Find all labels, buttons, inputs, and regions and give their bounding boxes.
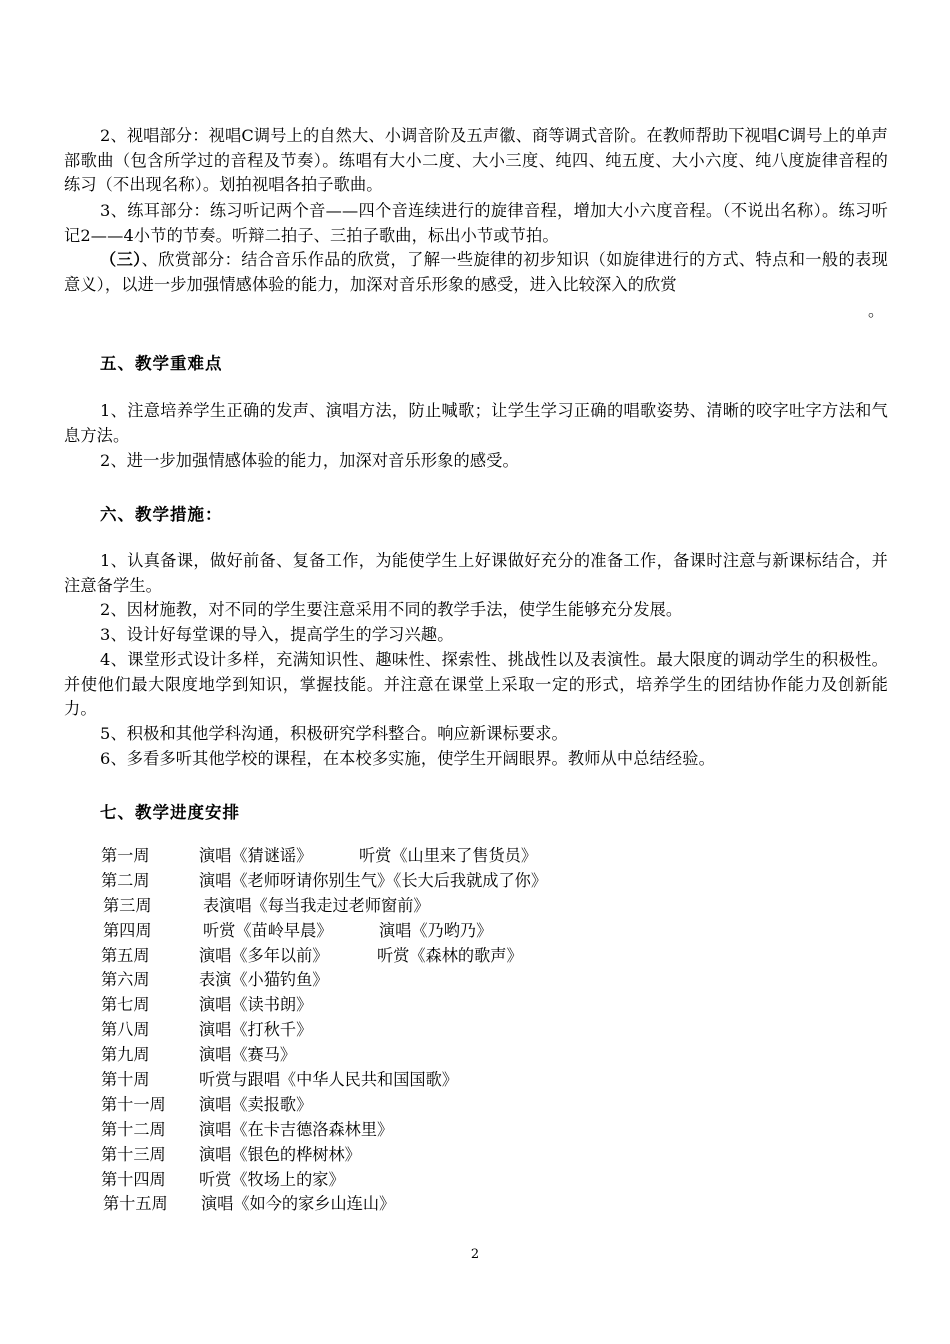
section6-heading: 六、教学措施： [100,505,223,524]
schedule-row [101,1143,801,1168]
week-label: 第二周 [101,870,150,890]
week-label: 第十五周 [103,1194,168,1214]
section6-item-6: 6、多看多听其他学校的课程，在本校多实施，使学生开阔眼界。教师从中总结经验。 [100,749,715,768]
paragraph-appreciation-text: 、欣赏部分：结合音乐作品的欣赏，了解一些旋律的初步知识（如旋律进行的方式、特点和一般的表现意义），以进一步加强情感体验的能力，加深对音乐形象的感受，进入比较深入的欣赏 [64,250,888,294]
schedule-row [101,1043,801,1068]
schedule-row [101,919,801,944]
week-activity: 演唱《在卡吉德洛森林里》 [199,1119,394,1139]
section5-item-1: 1、注意培养学生正确的发声、演唱方法，防止喊歌；让学生学习正确的唱歌姿势、清晰的咬字吐字方法和气息方法。 [64,401,888,445]
section6-item-2: 2、因材施教，对不同的学生要注意采用不同的教学手法，使学生能够充分发展。 [100,600,683,619]
schedule-row [101,844,801,869]
week-activity: 演唱《老师呀请你别生气》《长大后我就成了你》 [199,870,548,890]
week-label: 第八周 [101,1020,150,1040]
week-activity: 表演《小猫钓鱼》 [199,970,329,990]
week-label: 第四周 [103,920,152,940]
week-label: 第十周 [101,1070,150,1090]
section6-item-3: 3、设计好每堂课的导入，提高学生的学习兴趣。 [100,625,454,644]
section7-heading: 七、教学进度安排 [100,803,240,822]
week-activity: 演唱《如今的家乡山连山》 [201,1194,396,1214]
week-activity: 演唱《猜谜谣》 [199,846,313,865]
section5-item-2: 2、进一步加强情感体验的能力，加深对音乐形象的感受。 [100,451,519,470]
week-activity: 演唱《读书朗》 [199,995,313,1015]
week-label: 第六周 [101,970,150,990]
week-activity: 演唱《银色的桦树林》 [199,1144,361,1164]
week-activity: 演唱《赛马》 [199,1045,297,1065]
week-activity: 听赏与跟唱《中华人民共和国国歌》 [199,1070,458,1090]
schedule-list [101,844,801,1217]
schedule-row [101,1118,801,1143]
week-label: 第十四周 [101,1169,166,1189]
schedule-row [101,1068,801,1093]
week-activity: 演唱《多年以前》 [199,945,329,965]
section6-item-1: 1、认真备课，做好前备、复备工作，为能使学生上好课做好充分的准备工作，备课时注意与新课标结合，并注意备学生。 [64,551,888,595]
schedule-row [101,993,801,1018]
week-activity-2: 听赏《山里来了售货员》 [359,846,538,865]
week-label: 第十二周 [101,1119,166,1139]
paragraph-appreciation [64,248,888,297]
paragraph-ear-training: 3、练耳部分：练习听记两个音——四个音连续进行的旋律音程，增加大小六度音程。（不说出名称）。练习听记2——4小节的节奏。听辩二拍子、三拍子歌曲，标出小节或节拍。 [64,201,888,245]
week-activity: 演唱《卖报歌》 [199,1094,313,1114]
week-activity-2: 听赏《森林的歌声》 [377,945,523,965]
section6-item-4: 4、课堂形式设计多样，充满知识性、趣味性、探索性、挑战性以及表演性。最大限度的调动学生的积极性。并使他们最大限度地学到知识，掌握技能。并注意在课堂上采取一定的形式，培养学生的团结协作能力及创新能力。 [64,650,888,719]
week-activity-2: 演唱《乃哟乃》 [379,920,493,940]
paragraph-appreciation-end: 。 [868,301,885,320]
paragraph-appreciation-number: （三） [100,250,142,269]
paragraph-sight-singing: 2、视唱部分：视唱C调号上的自然大、小调音阶及五声徽、商等调式音阶。在教师帮助下视唱C调号上的单声部歌曲（包含所学过的音程及节奏）。练唱有大小二度、大小三度、纯四、纯五度、大小六度、纯八度旋律音程的练习（不出现名称）。划拍视唱各拍子歌曲。 [64,126,888,195]
section5-heading: 五、教学重难点 [100,354,223,373]
week-activity: 听赏《苗岭早晨》 [203,920,333,940]
week-label: 第十三周 [101,1144,166,1164]
schedule-row [101,1018,801,1043]
week-label: 第一周 [101,846,150,865]
week-activity: 听赏《牧场上的家》 [199,1169,345,1189]
schedule-row [101,944,801,969]
schedule-row [101,968,801,993]
week-label: 第九周 [101,1045,150,1065]
schedule-row [101,869,801,894]
schedule-row [101,894,801,919]
week-label: 第十一周 [101,1094,166,1114]
week-activity: 演唱《打秋千》 [199,1020,313,1040]
section6-item-5: 5、积极和其他学科沟通，积极研究学科整合。响应新课标要求。 [100,724,568,743]
week-activity: 表演唱《每当我走过老师窗前》 [203,895,430,915]
page-number: 2 [470,1247,480,1262]
week-label: 第三周 [103,895,152,915]
schedule-row [101,1168,801,1193]
week-label: 第七周 [101,995,150,1015]
week-label: 第五周 [101,945,150,965]
schedule-row [101,1192,801,1217]
schedule-row [101,1093,801,1118]
